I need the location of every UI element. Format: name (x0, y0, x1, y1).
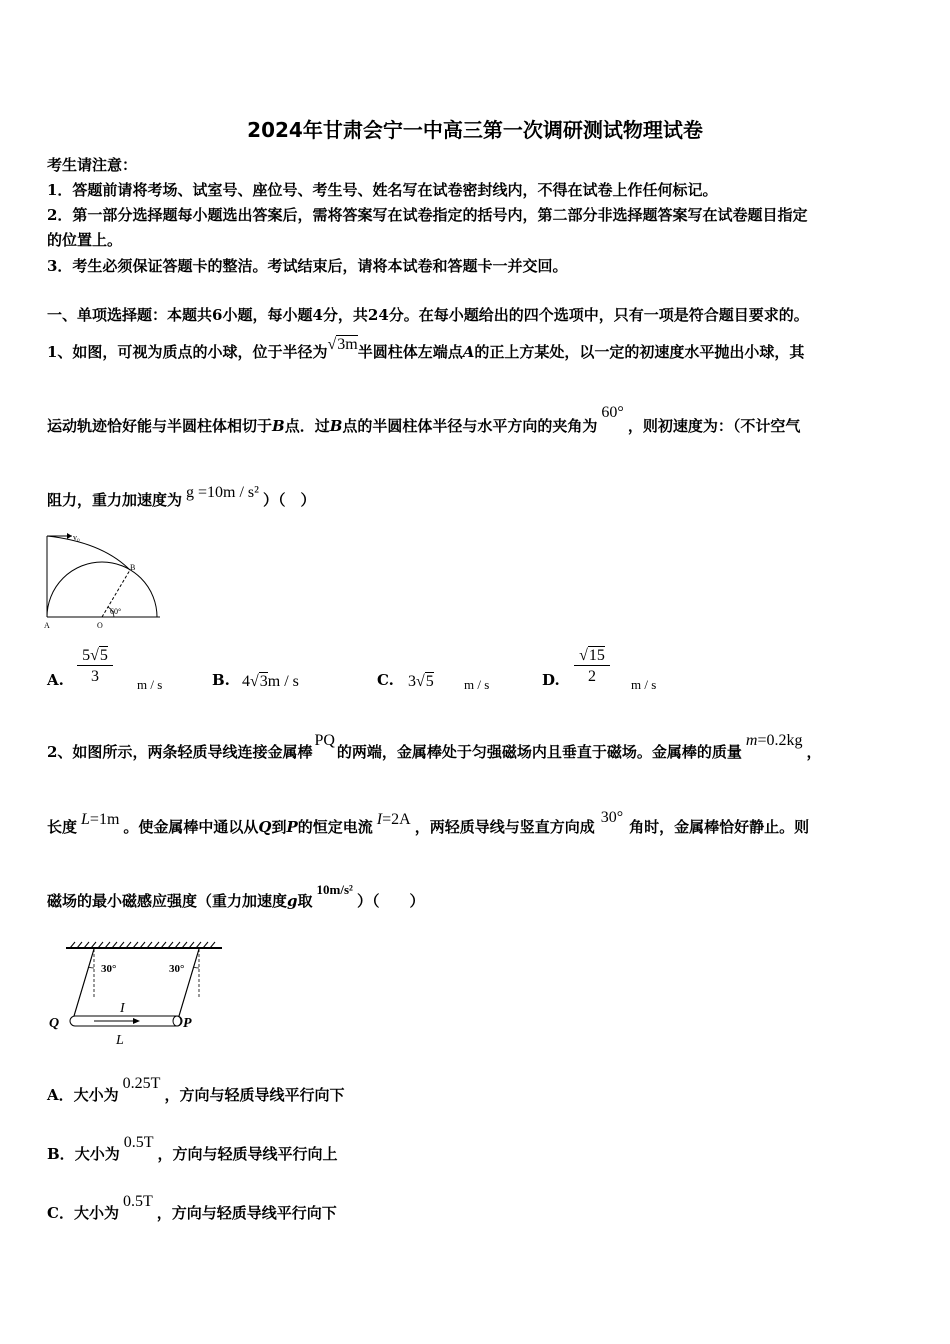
q2-line1: 2、如图所示，两条轻质导线连接金属棒PQ的两端，金属棒处于匀强磁场内且垂直于磁场。金属棒的质量m=0.2kg， (47, 732, 822, 761)
q2-fig-angle-right: 30° (169, 963, 185, 975)
q1-line3: 阻力，重力加速度为 g =10m / s² ）（ ） (47, 484, 316, 509)
q1-option-a-label: A. (47, 671, 64, 689)
section-heading: 一、单项选择题：本题共6小题，每小题4分，共24分。在每小题给出的四个选项中，只有一项是符合题目要求的。 (47, 306, 809, 324)
notice-item-3: 3．考生必须保证答题卡的整洁。考试结束后，请将本试卷和答题卡一并交回。 (47, 257, 568, 275)
q1-option-b-value: 4√3m / s (242, 673, 299, 690)
notice-item-2: 2．第一部分选择题每小题选出答案后，需将答案写在试卷指定的括号内，第二部分非选择题答案写在试卷题目指定 (47, 206, 808, 224)
notice-item-1: 1．答题前请将考场、试室号、座位号、考生号、姓名写在试卷密封线内，不得在试卷上作任何标记。 (47, 181, 718, 199)
q1-fig-B: B (130, 563, 136, 572)
q2-fig-P: P (183, 1016, 192, 1031)
q1-option-d-label: D. (542, 671, 560, 689)
q1-line2: 运动轨迹恰好能与半圆柱体相切于B点．过B点的半圆柱体半径与水平方向的夹角为60°，则初速度为：（不计空气 (47, 404, 801, 435)
q2-fig-I: I (120, 1001, 125, 1016)
q1-option-a-unit: m / s (137, 677, 163, 692)
q1-option-c-unit: m / s (464, 677, 490, 692)
q1-option-b-label: B. (212, 671, 230, 689)
notice-item-2-cont: 的位置上。 (47, 231, 123, 249)
q2-option-a: A．大小为0.25T，方向与轻质导线平行向下 (47, 1075, 345, 1104)
q1-figure (42, 528, 166, 632)
q1-option-c-value: 3√5 (408, 673, 434, 690)
q1-fig-v0: v₀ (73, 533, 80, 542)
q1-option-a-value: $\frac{5√5}{3}$ (77, 647, 113, 686)
q1-fig-angle: 60° (110, 607, 122, 616)
q1-line1: 1、如图，可视为质点的小球，位于半径为√3m半圆柱体左端点A的正上方某处，以一定的初速度水平抛出小球，其 (47, 336, 805, 361)
q1-option-d-unit: m / s (631, 677, 657, 692)
q1-fig-O: O (97, 621, 103, 630)
q2-line2: 长度 L=1m 。使金属棒中通以从Q到P的恒定电流 I=2A ，两轻质导线与竖直方向成30°角时，金属棒恰好静止。则 (47, 809, 810, 836)
q2-figure (44, 938, 228, 1050)
q2-fig-angle-left: 30° (101, 963, 117, 975)
q2-line3: 磁场的最小磁感应强度（重力加速度g取10m/s²）（ ） (47, 882, 425, 910)
q1-option-d-value: $\frac{√15}{2}$ (574, 647, 610, 686)
q2-option-c: C．大小为0.5T，方向与轻质导线平行向下 (47, 1193, 337, 1222)
q2-fig-Q: Q (49, 1016, 60, 1031)
q2-fig-L: L (116, 1033, 124, 1048)
notice-heading: 考生请注意： (47, 156, 138, 174)
q2-option-b: B．大小为0.5T，方向与轻质导线平行向上 (47, 1134, 338, 1163)
q1-option-c-label: C. (377, 671, 394, 689)
page-title: 2024年甘肃会宁一中高三第一次调研测试物理试卷 (247, 118, 703, 142)
q1-fig-A: A (44, 621, 50, 630)
